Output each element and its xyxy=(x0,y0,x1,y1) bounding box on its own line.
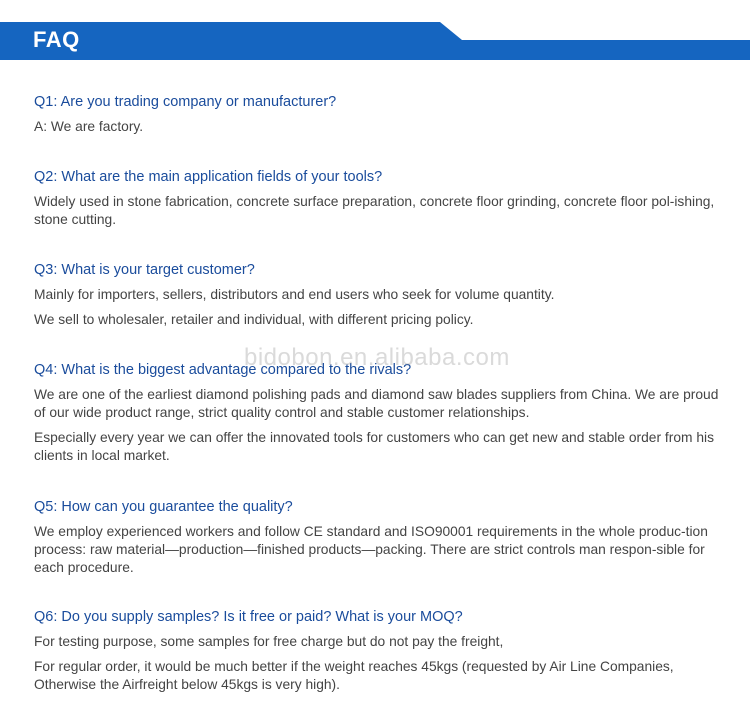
faq-question: Q6: Do you supply samples? Is it free or paid? What is your MOQ? xyxy=(34,609,463,625)
faq-list xyxy=(34,93,719,694)
faq-answer: For regular order, it would be much better if the weight reaches 45kgs (requested by Air Line Companies, Otherwise the Airfreight below 45kgs is very high). xyxy=(34,659,674,692)
faq-answer: For testing purpose, some samples for free charge but do not pay the freight, xyxy=(34,634,504,649)
faq-question: Q2: What are the main application fields of your tools? xyxy=(34,169,383,185)
faq-answer: A: We are factory. xyxy=(34,119,144,134)
faq-question: Q4: What is the biggest advantage compared to the rivals? xyxy=(34,362,412,378)
faq-item-q4 xyxy=(34,361,719,465)
faq-answer: Especially every year we can offer the innovated tools for customers who can get new and stable order from his clients in local market. xyxy=(34,430,714,463)
header-banner-shape xyxy=(0,22,750,60)
faq-header xyxy=(0,22,750,60)
faq-answer: We employ experienced workers and follow CE standard and ISO90001 requirements in the whole produc-tion process: raw material—production—finished products—packing. There are strict controls man respon-sible for each procedure. xyxy=(34,524,708,575)
faq-answer: We are one of the earliest diamond polishing pads and diamond saw blades suppliers from China. We are proud of our wide product range, strict quality control and stable customer relationships. xyxy=(34,387,719,420)
faq-question: Q5: How can you guarantee the quality? xyxy=(34,499,293,515)
faq-question: Q1: Are you trading company or manufacturer? xyxy=(34,94,337,110)
faq-question: Q3: What is your target customer? xyxy=(34,262,255,278)
faq-item-q5 xyxy=(34,498,719,577)
faq-item-q6 xyxy=(34,608,719,694)
faq-item-q1 xyxy=(34,93,719,136)
header-title: FAQ xyxy=(33,27,80,52)
faq-item-q2 xyxy=(34,168,719,229)
faq-answer: We sell to wholesaler, retailer and individual, with different pricing policy. xyxy=(34,312,474,327)
watermark-text: bidobon.en.alibaba.com xyxy=(244,344,510,371)
faq-item-q3 xyxy=(34,261,719,329)
faq-answer: Widely used in stone fabrication, concrete surface preparation, concrete floor grinding, concrete floor pol-ishing, stone cutting. xyxy=(34,194,715,227)
faq-answer: Mainly for importers, sellers, distributors and end users who seek for volume quantity. xyxy=(34,287,555,302)
